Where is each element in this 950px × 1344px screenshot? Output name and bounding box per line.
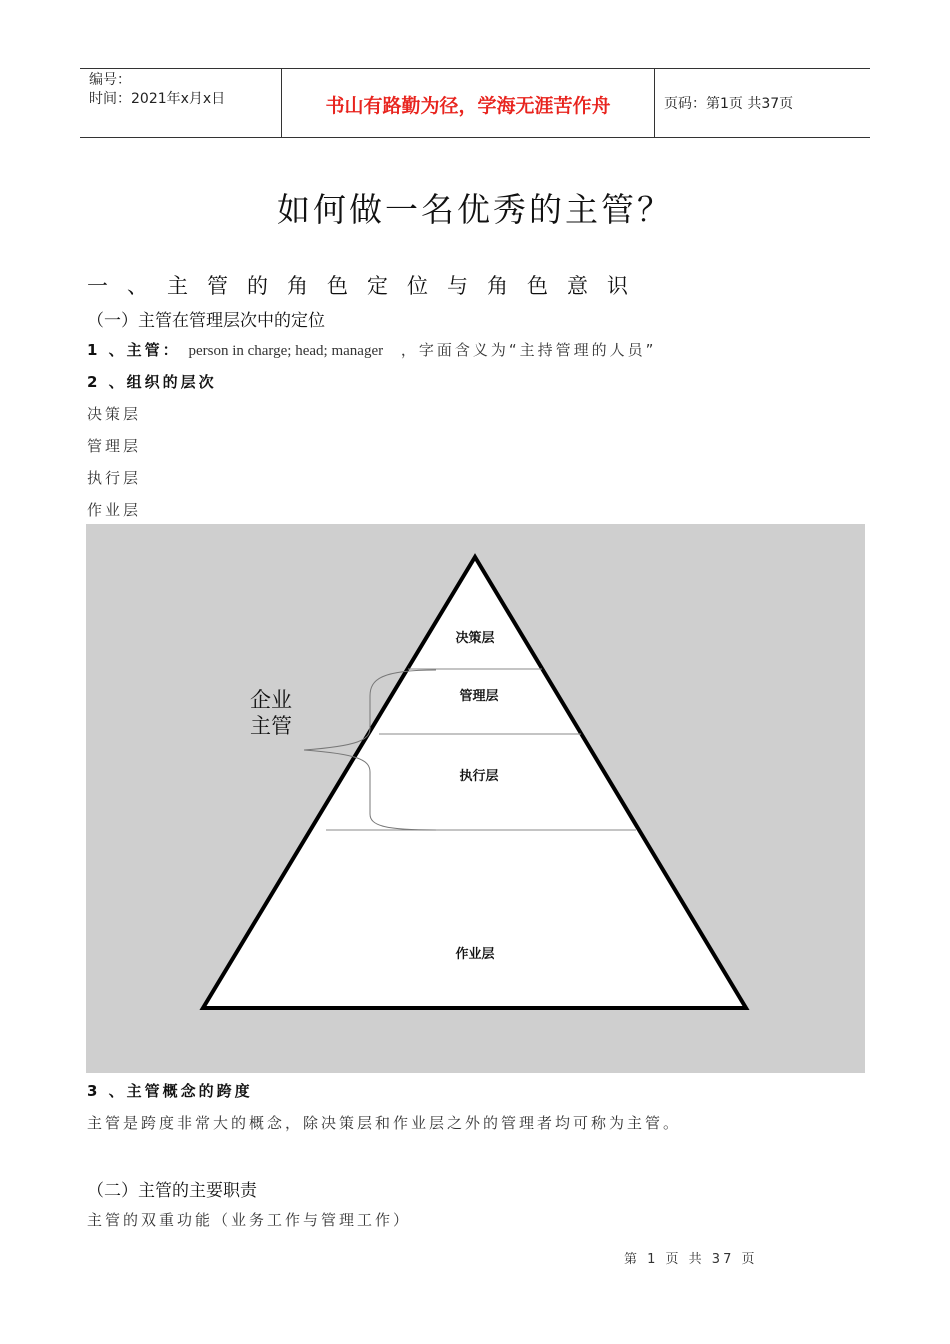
- page-title: 如何做一名优秀的主管？: [277, 190, 673, 229]
- subsection-heading-2: （二）主管的主要职责: [87, 1181, 257, 1201]
- section-heading: 一、主管的角色定位与角色意识: [87, 274, 647, 298]
- item-3-label: 3 、主管概念的跨度: [87, 1082, 253, 1100]
- subsection-2-text: 主管的双重功能（业务工作与管理工作）: [87, 1211, 412, 1229]
- number-label: 编号：: [89, 72, 131, 88]
- time-label: 时间：2021年x月x日: [89, 91, 226, 107]
- pyramid-label: 作业层: [455, 947, 495, 962]
- level-list-item: 作业层: [87, 501, 142, 519]
- level-list-item: 管理层: [87, 437, 142, 455]
- item-1-label: 1 、主管：: [87, 341, 181, 359]
- header-table: [80, 68, 870, 138]
- pyramid-label: 决策层: [455, 631, 495, 646]
- item-1: [87, 339, 656, 360]
- pyramid-diagram: [86, 524, 865, 1073]
- brace-label-line-2: 主管: [250, 714, 292, 738]
- level-list-item: 决策层: [87, 405, 142, 423]
- item-3-text: 主管是跨度非常大的概念，除决策层和作业层之外的管理者均可称为主管。: [87, 1114, 682, 1132]
- pyramid-svg: [86, 524, 865, 1073]
- brace-label-line-1: 企业: [250, 688, 292, 712]
- item-1-english: person in charge; head; manager: [188, 343, 384, 359]
- page-footer: 第 1 页 共 37 页: [624, 1252, 758, 1267]
- motto: 书山有路勤为径，学海无涯苦作舟: [281, 69, 655, 137]
- pyramid-label: 管理层: [459, 689, 499, 704]
- pyramid-label: 执行层: [459, 769, 499, 784]
- subsection-heading-1: （一）主管在管理层次中的定位: [87, 311, 325, 331]
- level-list-item: 执行层: [87, 469, 142, 487]
- item-1-meaning: ，字面含义为“主持管理的人员”: [400, 341, 657, 359]
- header-left-cell: [80, 69, 281, 137]
- page-info: 页码：第1页 共37页: [664, 96, 794, 112]
- item-2-label: 2 、组织的层次: [87, 373, 217, 391]
